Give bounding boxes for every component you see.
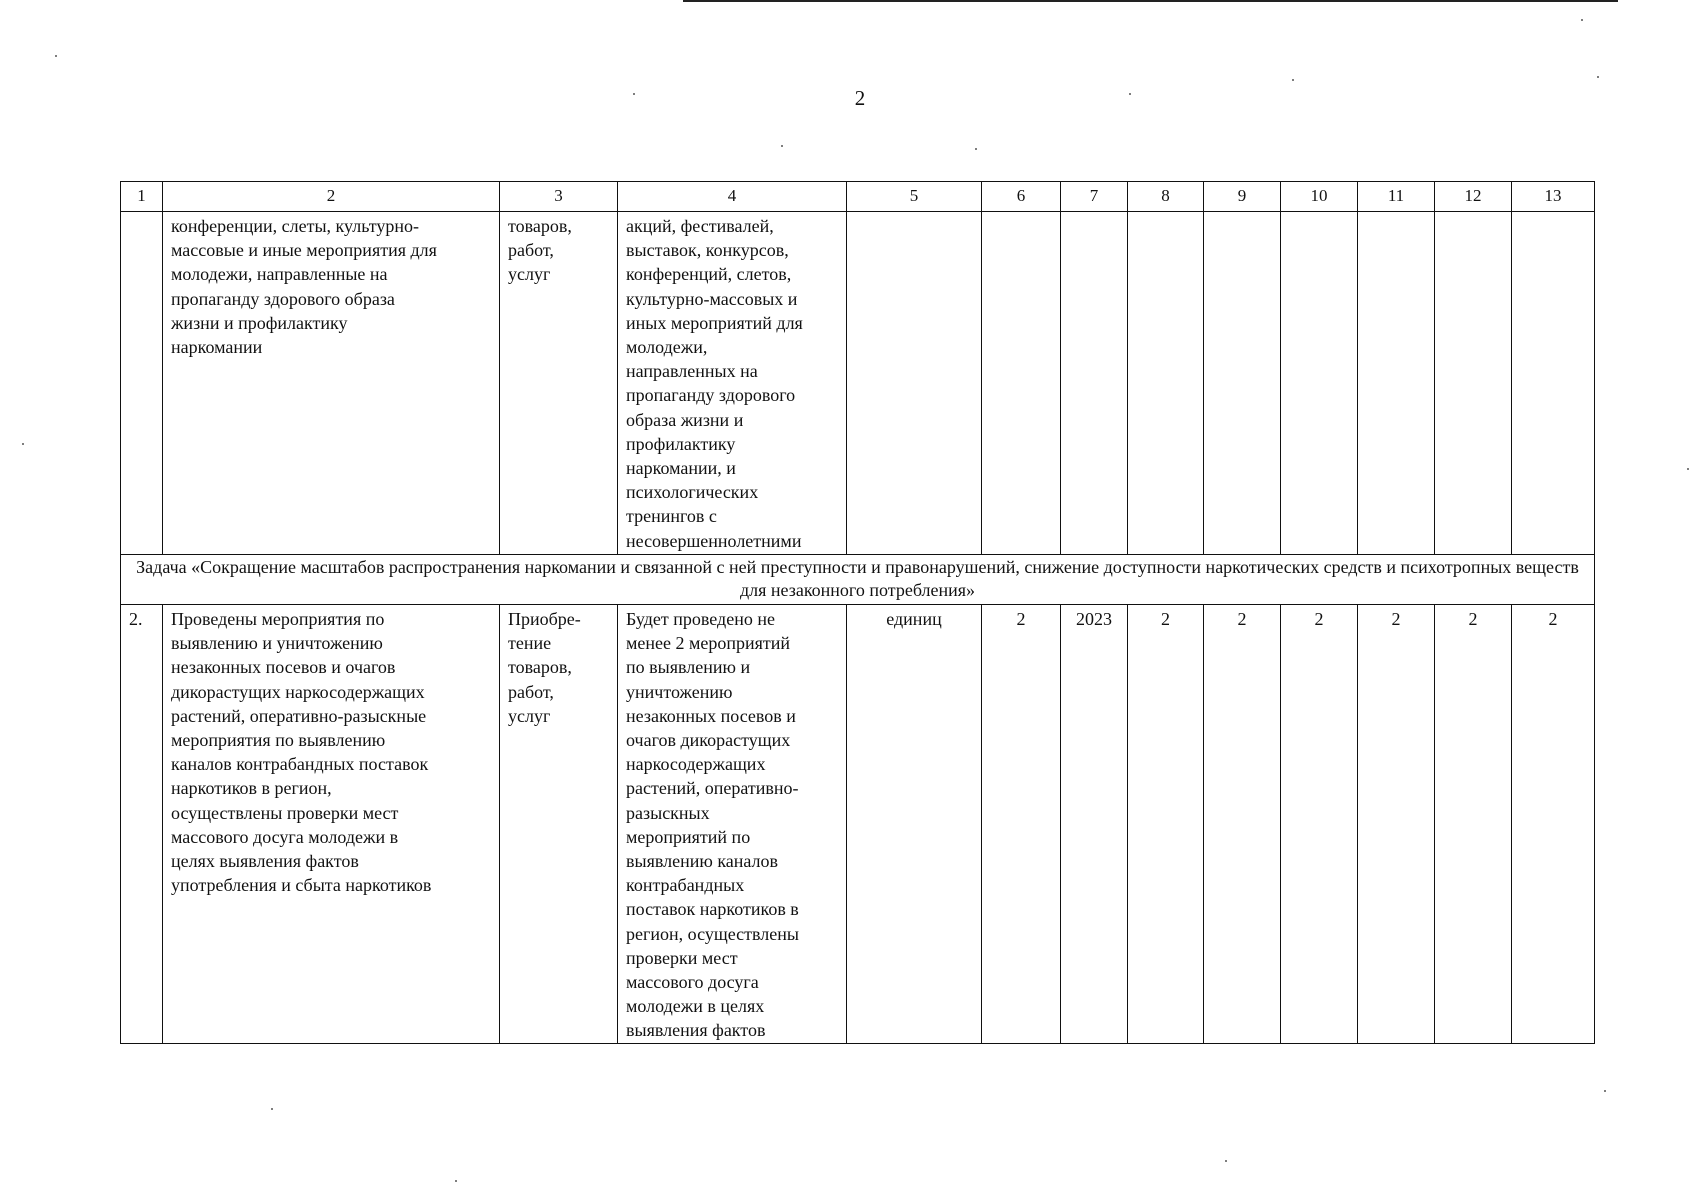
value-cell: 2: [1512, 605, 1595, 1044]
scan-speck: [975, 148, 977, 150]
empty-cell: [847, 212, 982, 555]
empty-cell: [1435, 212, 1512, 555]
page-number: 2: [854, 86, 866, 110]
year-cell: 2023: [1061, 605, 1128, 1044]
scan-border-line: [683, 0, 1618, 2]
scan-speck: [1581, 19, 1583, 21]
result-description-cell: Проведены мероприятия по выявлению и уничтожению незаконных посевов и очагов дикорастущих наркосодержащих растений, оперативно-разыскные мероприятия по выявлению каналов контрабандных поставок наркотиков в регион, осуществлены проверки мест массового досуга молодежи в целях выявления фактов употребления и сбыта наркотиков: [163, 605, 500, 1044]
row-number-cell: 2.: [121, 605, 163, 1044]
scan-speck: [1687, 468, 1689, 470]
column-header: 2: [163, 182, 500, 212]
result-characteristic-cell: акций, фестивалей, выставок, конкурсов, конференций, слетов, культурно-массовых и иных мероприятий для молодежи, направленных на пропаганду здорового образа жизни и профилактику наркомании, и психологических тренингов с несовершеннолетними: [618, 212, 847, 555]
empty-cell: [1061, 212, 1128, 555]
empty-cell: [1358, 212, 1435, 555]
expense-type-cell: Приобре- тение товаров, работ, услуг: [500, 605, 618, 1044]
row-number-cell: [121, 212, 163, 555]
value-cell: 2: [1281, 605, 1358, 1044]
column-number-row: [121, 182, 1595, 212]
empty-cell: [1281, 212, 1358, 555]
scan-speck: [633, 93, 635, 95]
column-header: 10: [1281, 182, 1358, 212]
column-header: 9: [1204, 182, 1281, 212]
table-row: [121, 605, 1595, 1044]
task-row: [121, 555, 1595, 605]
empty-cell: [1204, 212, 1281, 555]
value-cell: 2: [1128, 605, 1204, 1044]
result-characteristic-cell: Будет проведено не менее 2 мероприятий по выявлению и уничтожению незаконных посевов и очагов дикорастущих наркосодержащих растений, оперативно- разыскных мероприятий по выявлению каналов контрабандных поставок наркотиков в регион, осуществлены проверки мест массового досуга молодежи в целях выявления фактов: [618, 605, 847, 1044]
column-header: 1: [121, 182, 163, 212]
program-table: [120, 181, 1595, 1044]
scan-speck: [1225, 1160, 1227, 1162]
column-header: 6: [982, 182, 1061, 212]
unit-cell: единиц: [847, 605, 982, 1044]
empty-cell: [982, 212, 1061, 555]
result-description-cell: конференции, слеты, культурно- массовые и иные мероприятия для молодежи, направленные на пропаганду здорового образа жизни и профилактику наркомании: [163, 212, 500, 555]
value-cell: 2: [1358, 605, 1435, 1044]
column-header: 13: [1512, 182, 1595, 212]
value-cell: 2: [1435, 605, 1512, 1044]
scan-speck: [1129, 93, 1131, 95]
empty-cell: [1512, 212, 1595, 555]
scan-speck: [55, 55, 57, 57]
column-header: 11: [1358, 182, 1435, 212]
scan-speck: [1604, 1090, 1606, 1092]
column-header: 3: [500, 182, 618, 212]
value-cell: 2: [982, 605, 1061, 1044]
column-header: 8: [1128, 182, 1204, 212]
column-header: 12: [1435, 182, 1512, 212]
scan-speck: [1597, 76, 1599, 78]
value-cell: 2: [1204, 605, 1281, 1044]
column-header: 4: [618, 182, 847, 212]
expense-type-cell: товаров, работ, услуг: [500, 212, 618, 555]
scan-speck: [1292, 79, 1294, 81]
empty-cell: [1128, 212, 1204, 555]
scan-speck: [22, 443, 24, 445]
scan-speck: [781, 145, 783, 147]
table-row: [121, 212, 1595, 555]
scan-speck: [271, 1108, 273, 1110]
column-header: 5: [847, 182, 982, 212]
scan-speck: [455, 1180, 457, 1182]
task-title: Задача «Сокращение масштабов распространения наркомании и связанной с ней преступности и правонарушений, снижение доступности наркотических средств и психотропных веществ для незаконного потребления»: [121, 555, 1595, 605]
column-header: 7: [1061, 182, 1128, 212]
